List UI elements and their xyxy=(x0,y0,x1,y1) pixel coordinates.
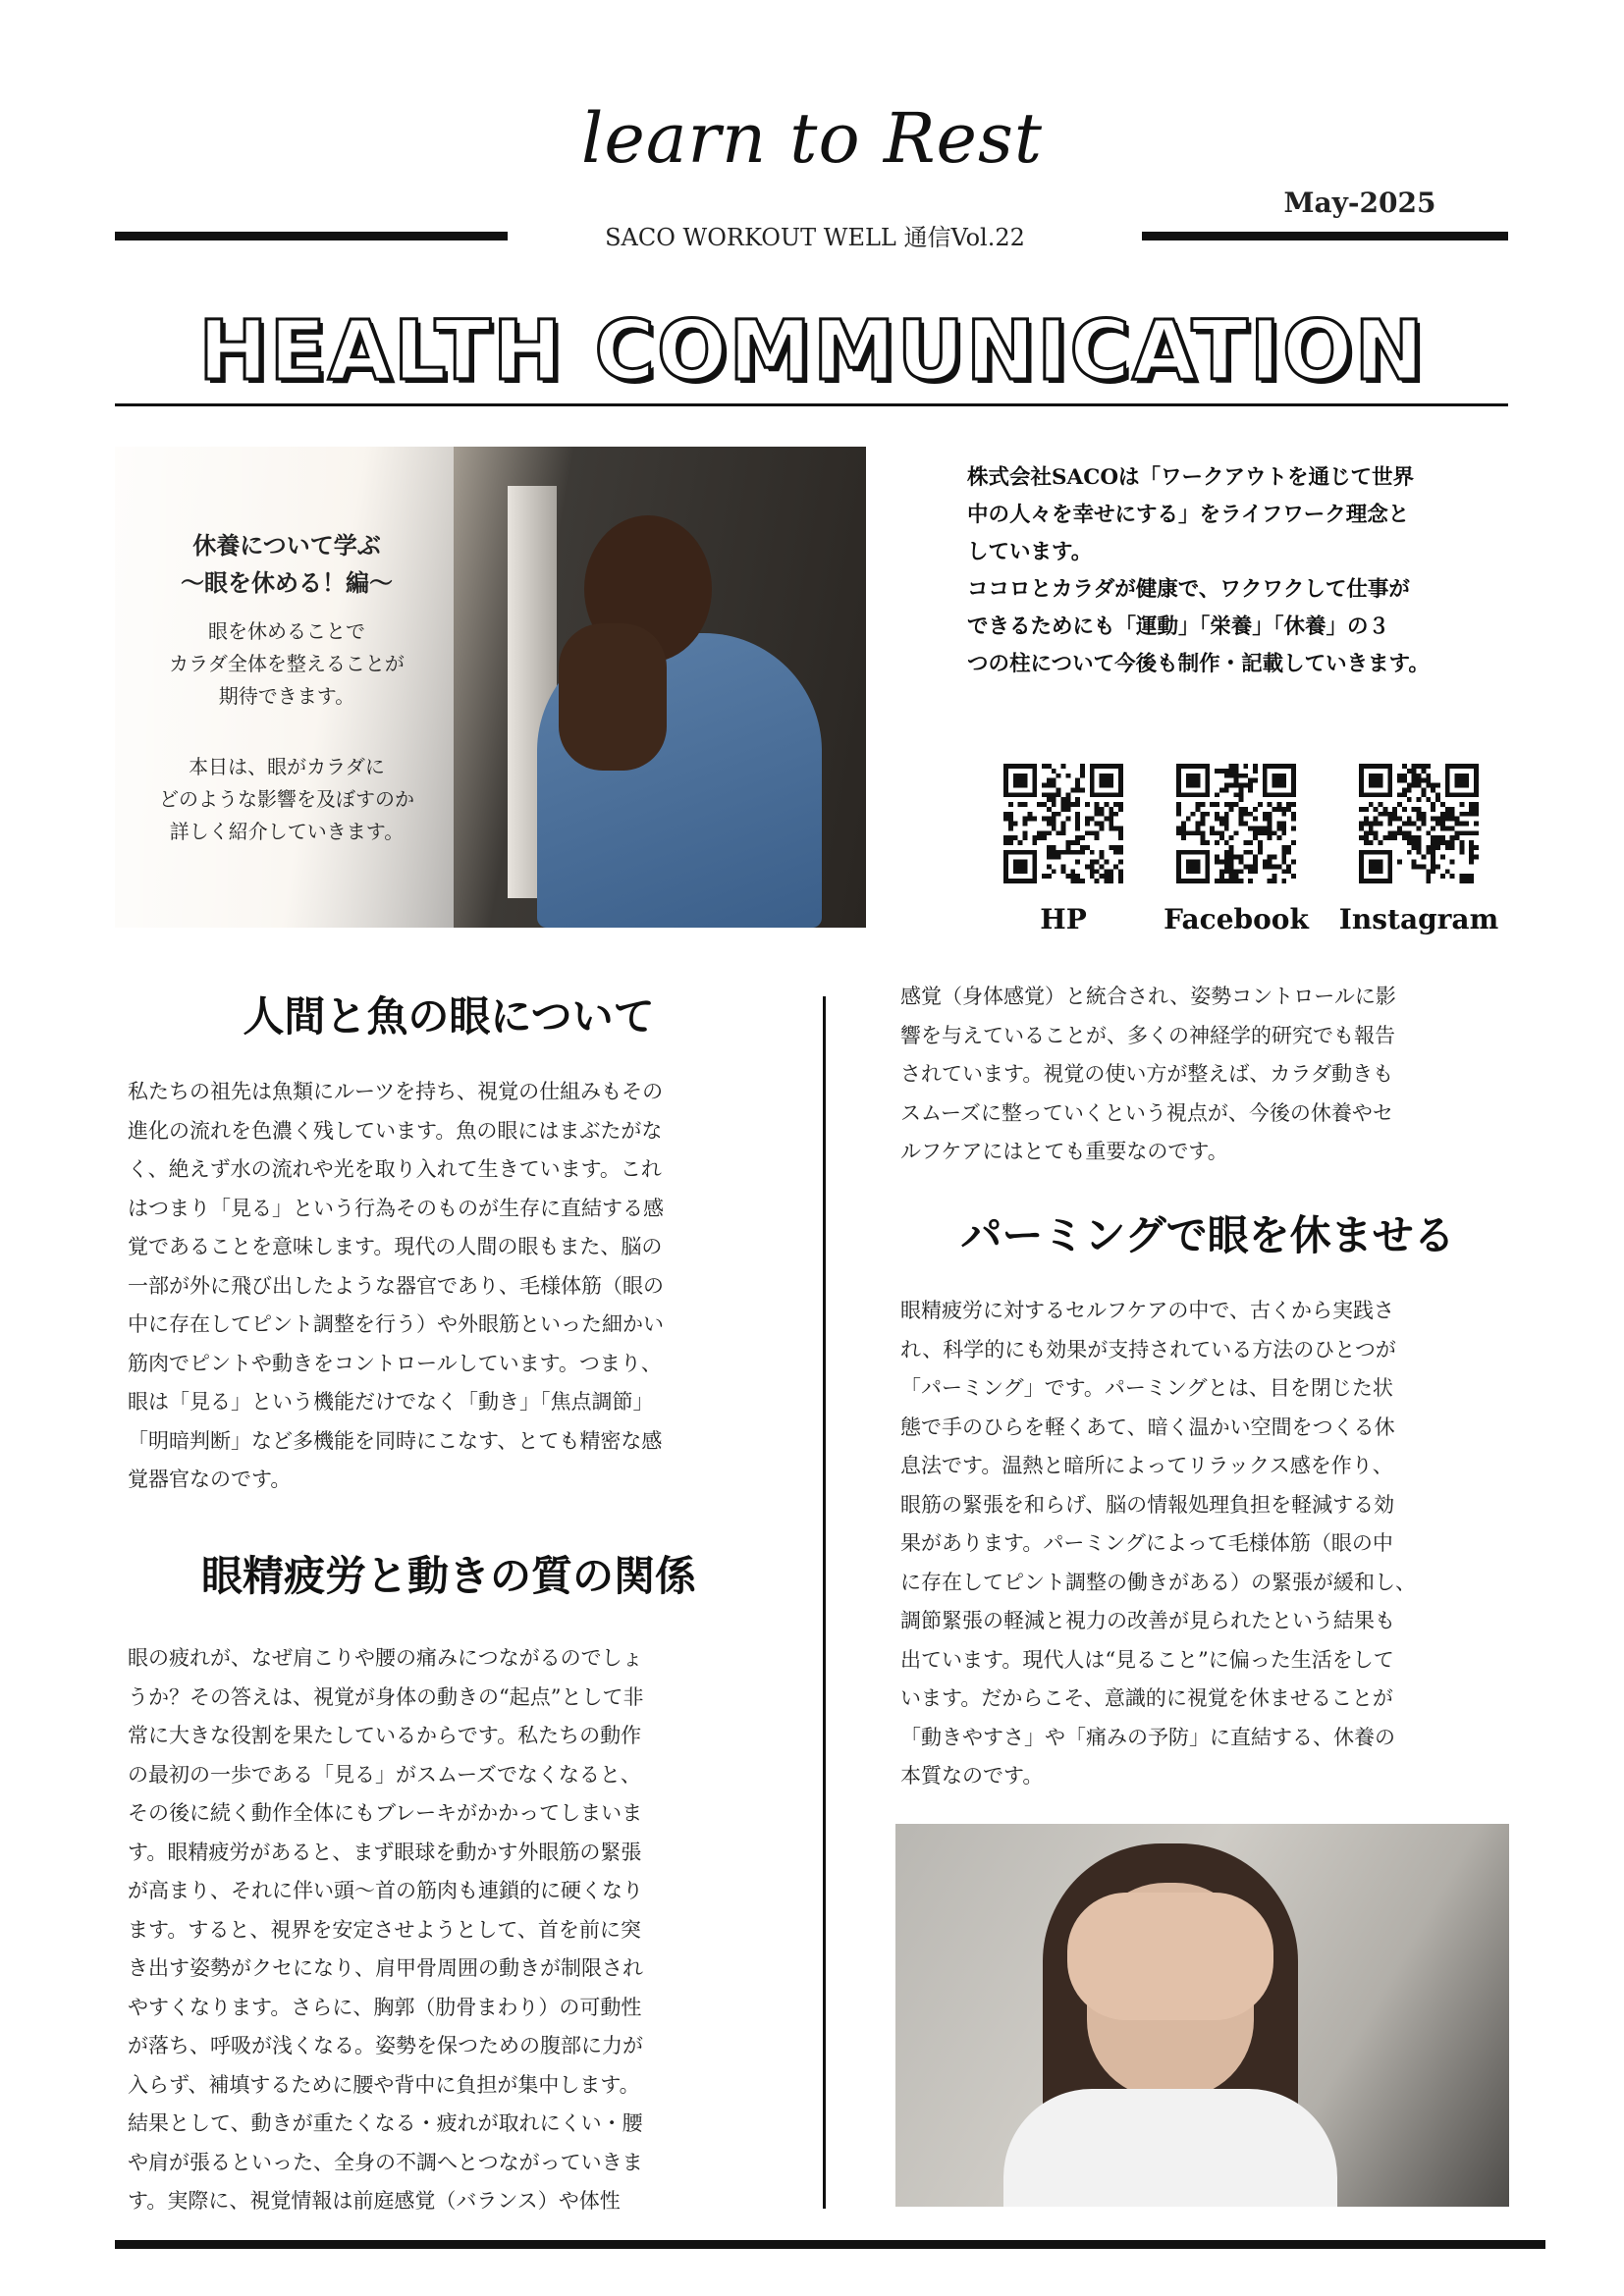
body-text-line: れ、科学的にも効果が支持されている方法のひとつが xyxy=(900,1337,1396,1362)
masthead-rule xyxy=(115,403,1508,406)
section-title-palming: パーミングで眼を休ませる xyxy=(960,1211,1455,1259)
intro-line: ココロとカラダが健康で、ワクワクして仕事が xyxy=(967,577,1410,602)
body-text-line: 眼の疲れが、なぜ肩こりや腰の痛みにつながるのでしょ xyxy=(128,1646,643,1670)
body-text-line: 感覚（身体感覚）と統合され、姿勢コントロールに影 xyxy=(900,985,1396,1008)
body-text-line: 覚であることを意味します。現代の人間の眼もまた、脳の xyxy=(128,1235,663,1258)
body-text-line: 眼筋の緊張を和らげ、脳の情報処理負担を軽減する効 xyxy=(900,1492,1395,1517)
body-text-line: 筋肉でピントや動きをコントロールしています。つまり、 xyxy=(128,1351,662,1375)
body-text-line: 響を与えていることが、多くの神経学的研究でも報告 xyxy=(900,1023,1395,1047)
body-text-line: います。だからこそ、意識的に視覚を休ませることが xyxy=(900,1686,1393,1710)
intro-line: できるためにも「運動」「栄養」「休養」の３ xyxy=(967,614,1390,639)
body-text-line: うか？その答えは、視覚が身体の動きの“起点”として非 xyxy=(128,1684,644,1709)
body-text-line: 覚器官なのです。 xyxy=(128,1468,292,1491)
intro-line: つの柱について今後も制作・記載していきます。 xyxy=(967,652,1430,676)
body-text-line: 「明暗判断」など多機能を同時にこなす、とても精密な感 xyxy=(128,1428,663,1453)
body-text-line: に存在してピント調整の働きがある）の緊張が緩和し、 xyxy=(900,1570,1416,1594)
hero-text-line: 本日は、眼がカラダに xyxy=(189,755,385,778)
hero-paragraph-2 xyxy=(125,751,449,848)
header-rule-right xyxy=(1142,232,1508,240)
hp-qr-code-icon[interactable] xyxy=(1003,764,1123,883)
body-text-line: 本質なのです。 xyxy=(900,1764,1044,1788)
body-text-line: スムーズに整っていくという視点が、今後の休養やセ xyxy=(900,1100,1393,1125)
section-body-palming xyxy=(900,1292,1501,1796)
issue-date: May-2025 xyxy=(1283,187,1436,219)
column-divider xyxy=(823,996,826,2209)
section-title-eyestrain: 眼精疲労と動きの質の関係 xyxy=(200,1552,696,1600)
body-text-line: ルフケアにはとても重要なのです。 xyxy=(900,1140,1228,1163)
hero-photo-tired-man xyxy=(115,447,866,928)
hero-heading-line: 〜眼を休める！編〜 xyxy=(181,568,393,597)
company-intro xyxy=(967,459,1497,683)
body-text-line: 中に存在してピント調整を行う）や外眼筋といった細かい xyxy=(128,1312,664,1336)
body-text-line: 態で手のひらを軽くあて、暗く温かい空間をつくる休 xyxy=(900,1415,1395,1439)
body-text-line: 果があります。パーミングによって毛様体筋（眼の中 xyxy=(900,1531,1393,1555)
header-rule-left xyxy=(115,232,508,240)
person-hands-shape xyxy=(559,623,667,771)
body-text-line: が落ち、呼吸が浅くなる。姿勢を保つための腹部に力が xyxy=(128,2034,643,2057)
hero-paragraph-1 xyxy=(125,615,449,713)
intro-line: 株式会社SACOは「ワークアウトを通じて世界 xyxy=(967,465,1415,490)
body-text-line: やすくなります。さらに、胸郭（肋骨まわり）の可動性 xyxy=(128,1995,642,2019)
newsletter-subtitle: SACO WORKOUT WELL 通信Vol.22 xyxy=(605,224,1025,251)
body-text-line: 一部が外に飛び出したような器官であり、毛様体筋（眼の xyxy=(128,1273,664,1298)
body-text-line: す。眼精疲労があると、まず眼球を動かす外眼筋の緊張 xyxy=(128,1840,642,1864)
body-text-line: 常に大きな役割を果たしているからです。私たちの動作 xyxy=(128,1724,642,1747)
hero-text-line: 詳しく紹介していきます。 xyxy=(169,820,405,843)
body-text-line: 進化の流れを色濃く残しています。魚の眼にはまぶたがな xyxy=(128,1118,663,1143)
body-text-line: 結果として、動きが重たくなる・疲れが取れにくい・腰 xyxy=(128,2111,643,2135)
body-text-line: 「パーミング」です。パーミングとは、目を閉じた状 xyxy=(900,1376,1393,1400)
section-body-eyes xyxy=(128,1073,776,1500)
body-text-line: 息法です。温熱と暗所によってリラックス感を作り、 xyxy=(900,1454,1393,1477)
body-text-line: その後に続く動作全体にもブレーキがかかってしまいま xyxy=(128,1801,643,1825)
palming-photo-woman xyxy=(895,1824,1509,2207)
intro-line: しています。 xyxy=(967,540,1093,564)
footer-rule xyxy=(115,2240,1545,2249)
hero-text-line: どのような影響を及ぼすのか xyxy=(159,787,414,811)
person-shirt-shape xyxy=(1003,2089,1337,2207)
intro-line: 中の人々を幸せにする」をライフワーク理念と xyxy=(967,503,1410,527)
facebook-qr-code-icon[interactable] xyxy=(1176,764,1296,883)
instagram-qr-code-icon[interactable] xyxy=(1359,764,1479,883)
hero-text-line: カラダ全体を整えることが xyxy=(169,652,405,675)
body-text-line: 調節緊張の軽減と視力の改善が見られたという結果も xyxy=(900,1609,1395,1632)
body-text-line: く、絶えず水の流れや光を取り入れて生きています。これ xyxy=(128,1157,662,1181)
hero-text-line: 眼を休めることで xyxy=(208,619,365,643)
body-text-line: 「動きやすさ」や「痛みの予防」に直結する、休養の xyxy=(900,1725,1395,1749)
body-text-line: や肩が張るといった、全身の不調へとつながっていきま xyxy=(128,2150,643,2174)
section-body-eyestrain-continued xyxy=(900,978,1501,1172)
section-body-eyestrain xyxy=(128,1639,776,2221)
body-text-line: の最初の一歩である「見る」がスムーズでなくなると、 xyxy=(128,1762,641,1787)
body-text-line: 眼精疲労に対するセルフケアの中で、古くから実践さ xyxy=(900,1299,1394,1322)
facebook-link-label[interactable]: Facebook xyxy=(1164,903,1309,935)
hero-heading xyxy=(125,527,449,602)
hero-text-line: 期待できます。 xyxy=(218,684,355,708)
body-text-line: 出ています。現代人は“見ること”に偏った生活をして xyxy=(900,1647,1394,1672)
hero-heading-line: 休養について学ぶ xyxy=(192,531,381,560)
person-hands-over-eyes-shape xyxy=(1067,1893,1273,2020)
body-text-line: 眼は「見る」という機能だけでなく「動き」「焦点調節」 xyxy=(128,1390,654,1414)
body-text-line: はつまり「見る」という行為そのものが生存に直結する感 xyxy=(128,1196,664,1220)
instagram-link-label[interactable]: Instagram xyxy=(1338,903,1499,935)
body-text-line: き出す姿勢がクセになり、肩甲骨周囲の動きが制限され xyxy=(128,1956,643,1980)
body-text-line: 入らず、補填するために腰や背中に負担が集中します。 xyxy=(128,2072,640,2097)
masthead-title: HEALTH COMMUNICATION xyxy=(198,302,1426,399)
script-title: learn to Rest xyxy=(580,98,1044,179)
section-title-eyes: 人間と魚の眼について xyxy=(243,992,655,1041)
hp-link-label[interactable]: HP xyxy=(1040,903,1087,935)
body-text-line: 私たちの祖先は魚類にルーツを持ち、視覚の仕組みもその xyxy=(128,1080,664,1103)
body-text-line: が高まり、それに伴い頭〜首の筋肉も連鎖的に硬くなり xyxy=(128,1879,643,1902)
body-text-line: ます。すると、視界を安定させようとして、首を前に突 xyxy=(128,1917,641,1942)
body-text-line: す。実際に、視覚情報は前庭感覚（バランス）や体性 xyxy=(128,2189,621,2213)
body-text-line: されています。視覚の使い方が整えば、カラダ動きも xyxy=(900,1062,1394,1086)
